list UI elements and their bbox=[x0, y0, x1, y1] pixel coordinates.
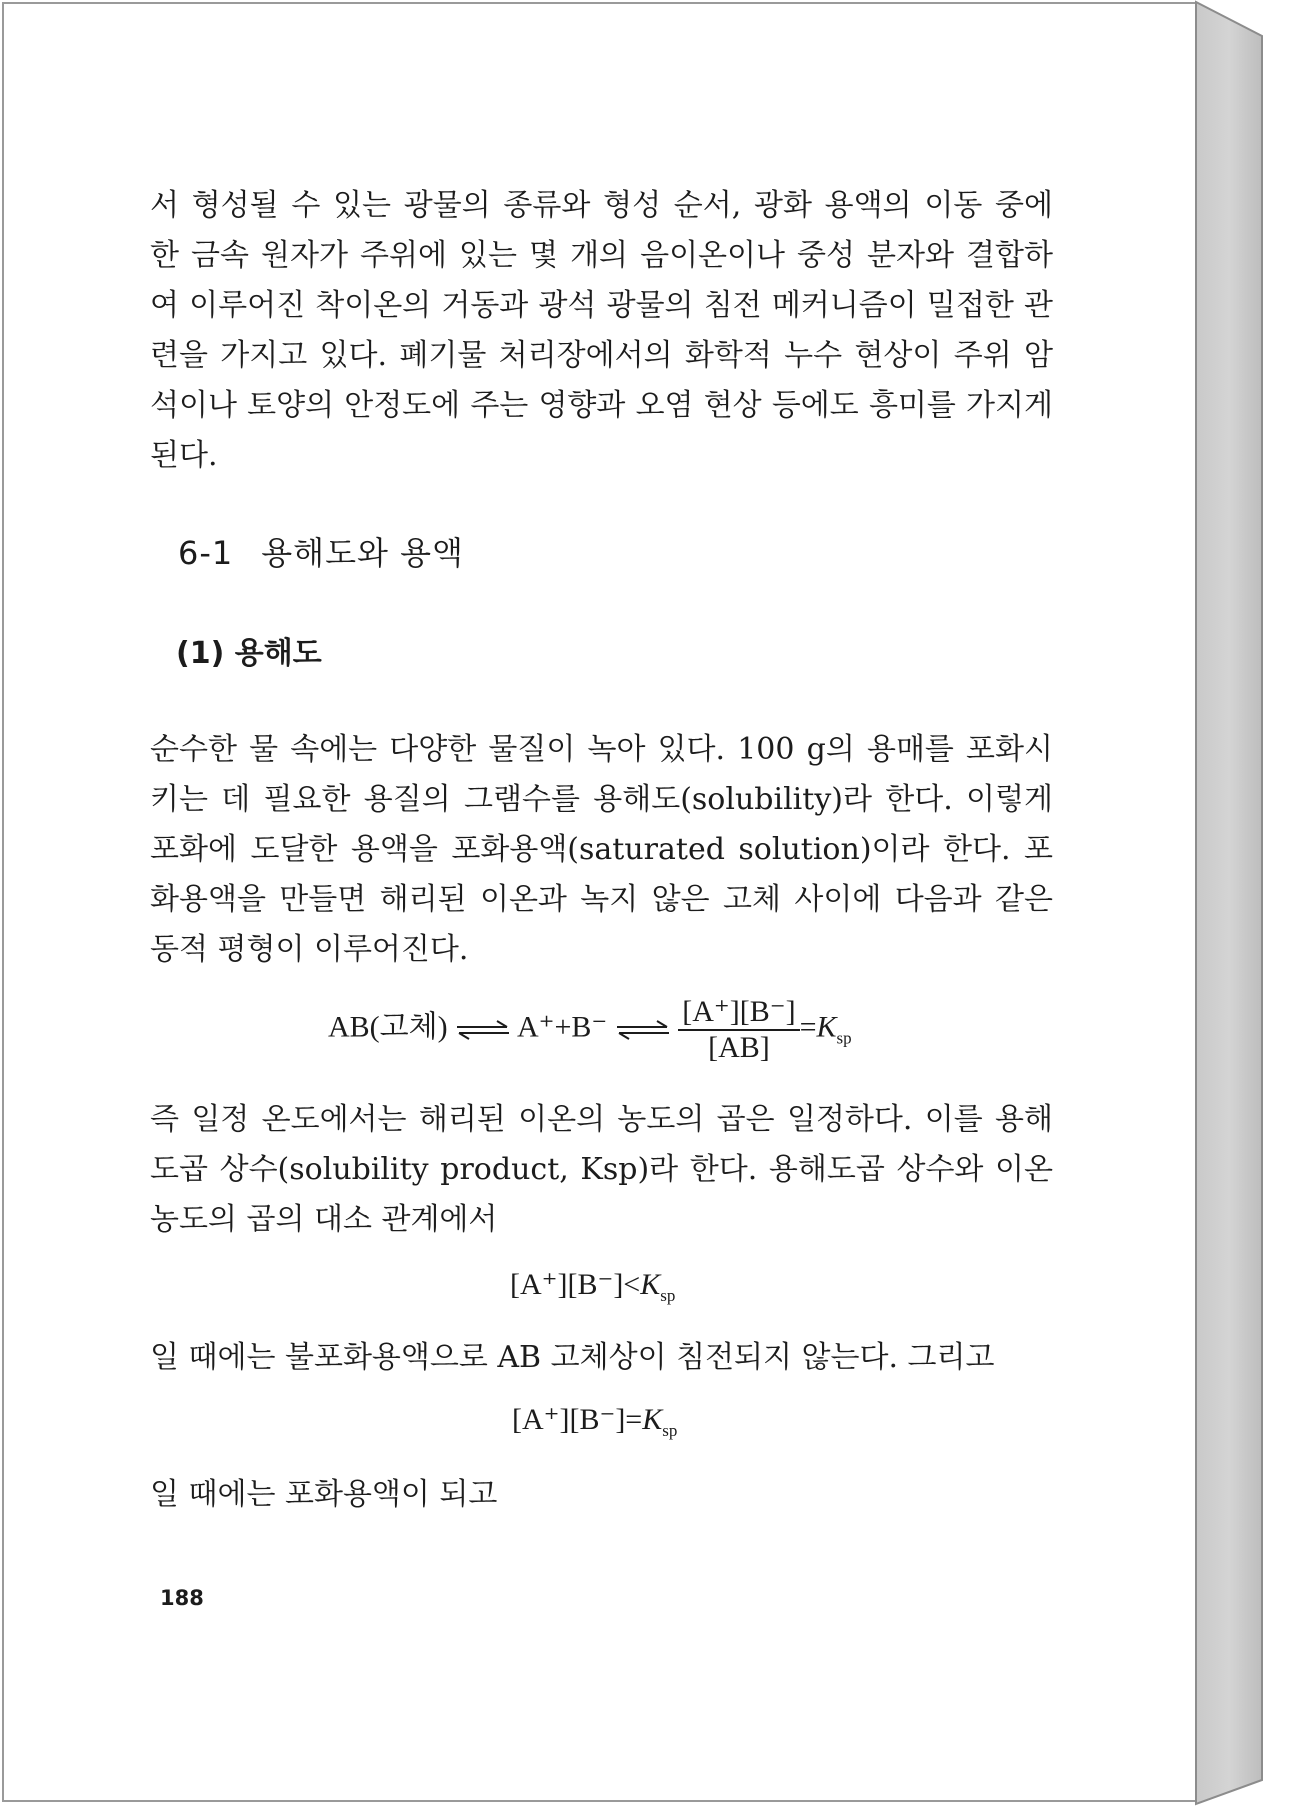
eq-fraction bbox=[678, 994, 799, 1065]
eq-k: K bbox=[816, 1010, 837, 1044]
eq-left-term: AB(고체) bbox=[328, 1010, 448, 1044]
equilibrium-arrow-icon bbox=[615, 1020, 671, 1040]
section-heading bbox=[178, 528, 464, 574]
eq-equal-k: K bbox=[642, 1403, 663, 1436]
equation-equilibrium bbox=[328, 994, 852, 1065]
eq-denominator: [AB] bbox=[708, 1031, 770, 1064]
paragraph-solubility: 순수한 물 속에는 다양한 물질이 녹아 있다. 100 g의 용매를 포화시키는 데 필요한 용질의 그램수를 용해도(solubility)라 한다. 이렇게 포화에 도달한 용액을 포화용액(saturated solution)이라 한다. 포화용액을 만들면 해리된 이온과 녹지 않은 고체 사이에 다음과 같은 동적 평형이 이루어진다. bbox=[150, 732, 1053, 967]
paragraph-intro: 서 형성될 수 있는 광물의 종류와 형성 순서, 광화 용액의 이동 중에 한 금속 원자가 주위에 있는 몇 개의 음이온이나 중성 분자와 결합하여 이루어진 착이온의 거동과 광석 광물의 침전 메커니즘이 밀접한 관련을 가지고 있다. 폐기물 처리장에서의 화학적 누수 현상이 주위 암석이나 토양의 안정도에 주는 영향과 오염 현상 등에도 흥미를 가지게 된다. bbox=[150, 188, 1053, 473]
eq-less-lhs: [A⁺][B⁻]< bbox=[510, 1268, 641, 1301]
equation-equal bbox=[512, 1402, 677, 1441]
subsection-heading: (1) 용해도 bbox=[176, 636, 322, 671]
page-number: 188 bbox=[160, 1586, 204, 1610]
eq-equals: = bbox=[799, 1010, 817, 1044]
paragraph-ksp: 즉 일정 온도에서는 해리된 이온의 농도의 곱은 일정하다. 이를 용해도곱 상수(solubility product, Ksp)라 한다. 용해도곱 상수와 이온 농도의 곱의 대소 관계에서 bbox=[150, 1102, 1053, 1237]
eq-less-k: K bbox=[640, 1268, 661, 1301]
section-title: 용해도와 용액 bbox=[261, 534, 464, 572]
eq-equal-lhs: [A⁺][B⁻]= bbox=[512, 1403, 643, 1436]
section-number: 6-1 bbox=[178, 534, 234, 572]
line-unsaturated: 일 때에는 불포화용액으로 AB 고체상이 침전되지 않는다. 그리고 bbox=[150, 1340, 995, 1375]
eq-equal-k-sub: sp bbox=[662, 1421, 678, 1440]
eq-less-k-sub: sp bbox=[660, 1286, 676, 1305]
eq-middle-term: A⁺+B⁻ bbox=[516, 1010, 608, 1044]
equation-less-than bbox=[510, 1267, 675, 1306]
equilibrium-arrow-icon bbox=[455, 1020, 511, 1040]
line-saturated: 일 때에는 포화용액이 되고 bbox=[150, 1477, 498, 1512]
eq-numerator: [A⁺][B⁻] bbox=[678, 994, 799, 1031]
eq-k-sub: sp bbox=[836, 1028, 852, 1048]
